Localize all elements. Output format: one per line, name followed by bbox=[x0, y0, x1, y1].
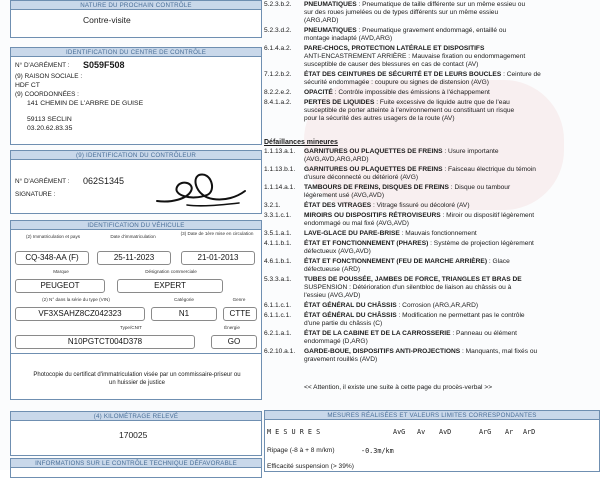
centre-address-line2: 59113 SECLIN bbox=[27, 116, 72, 123]
defect-desc: : Panneau ou élément bbox=[450, 330, 517, 337]
genre-value: CTTE bbox=[223, 307, 257, 321]
defect-text bbox=[304, 71, 598, 87]
defect-title: GARNITURES OU PLAQUETTES DE FREINS bbox=[304, 166, 443, 173]
defect-code: 3.5.1.a.1. bbox=[264, 230, 292, 237]
defect-line: défectueuse (ARD) bbox=[304, 266, 361, 273]
defect-line bbox=[304, 27, 598, 35]
defect-line: légèrement usé (AVG,AVD) bbox=[304, 192, 385, 199]
defect-code: 7.1.2.b.2. bbox=[264, 71, 292, 78]
ripage-label: Ripage (-8 à + 8 m/km) bbox=[267, 447, 335, 454]
defect-line: sur des roues jumelées ou de types différents sur un même essieu bbox=[304, 9, 499, 16]
energy-label: Énergie bbox=[224, 325, 240, 330]
defect-line: d'usure déconnecté ou détérioré (AVG) bbox=[304, 174, 419, 181]
defect-code: 5.3.3.a.1. bbox=[264, 276, 292, 283]
defect-line: ANTI-ENCASTREMENT ARRIÈRE : Mauvaise fixation ou endommagement bbox=[304, 53, 526, 60]
defect-desc: : Mauvais fonctionnement bbox=[399, 230, 477, 237]
signature-image bbox=[151, 161, 251, 213]
defect-line: (AVG,AVD,ARG,ARD) bbox=[304, 156, 369, 163]
col-avg: AvG bbox=[393, 428, 406, 436]
defect-line: l'essieu (AVG,AVD) bbox=[304, 292, 361, 299]
defect-title: PARE-CHOCS, PROTECTION LATÉRALE ET DISPOSITIFS bbox=[304, 45, 485, 52]
defect-line: susceptible de porter atteinte à l'environnement ou constituant un risque bbox=[304, 107, 515, 114]
defect-title: ÉTAT DES VITRAGES bbox=[304, 202, 372, 209]
defect-desc: : Pneumatique gravement endommagé, entaillé ou bbox=[356, 27, 507, 34]
next-visit-value: Contre-visite bbox=[83, 15, 131, 25]
type-value: N10PGTCT004D378 bbox=[15, 335, 195, 349]
defect-line bbox=[304, 230, 598, 238]
defect-code: 4.6.1.b.1. bbox=[264, 258, 292, 265]
continuation-note: << Attention, il existe une suite à cette page du procès-verbal >> bbox=[304, 384, 493, 391]
date-first-value: 21-01-2013 bbox=[181, 251, 255, 265]
defect-line bbox=[304, 202, 598, 210]
defect-line: endommagé ou mal fixé (AVG,AVD) bbox=[304, 220, 409, 227]
vehicle-divider bbox=[11, 353, 261, 354]
next-visit-section bbox=[10, 0, 262, 38]
defect-code: 8.4.1.a.2. bbox=[264, 99, 292, 106]
defect-desc: : Glace bbox=[487, 258, 510, 265]
date-immat-label: Date d'immatriculation bbox=[110, 234, 156, 239]
genre-label: Genre bbox=[232, 297, 246, 302]
defect-code: 6.2.10.a.1. bbox=[264, 348, 296, 355]
defect-line bbox=[304, 184, 598, 192]
km-title: (4) KILOMÉTRAGE RELEVÉ bbox=[11, 412, 261, 421]
defect-line bbox=[304, 240, 598, 248]
defect-title: MIROIRS OU DISPOSITIFS RÉTROVISEURS bbox=[304, 212, 441, 219]
col-ard: ArD bbox=[523, 428, 536, 436]
date-immat-value: 25-11-2023 bbox=[97, 251, 171, 265]
immat-value: CQ-348-AA (F) bbox=[15, 251, 89, 265]
defect-code: 6.1.1.c.1. bbox=[264, 302, 292, 309]
defect-line: d'une partie du châssis (C) bbox=[304, 320, 383, 327]
energy-value: GO bbox=[211, 335, 257, 349]
defect-title: LAVE-GLACE DU PARE-BRISE bbox=[304, 230, 400, 237]
defect-title: ÉTAT GÉNÉRAL DU CHÂSSIS bbox=[304, 302, 397, 309]
defect-desc: : Système de projection légèrement bbox=[428, 240, 534, 247]
category-value: N1 bbox=[151, 307, 217, 321]
measures-header-row bbox=[265, 426, 599, 439]
centre-raison-label: (9) RAISON SOCIALE : bbox=[15, 73, 83, 80]
defect-line: montage inadapté (AVD,ARG) bbox=[304, 35, 393, 42]
defect-code: 5.2.3.b.2. bbox=[264, 1, 292, 8]
controller-agreement-value: 062S1345 bbox=[83, 176, 125, 186]
next-visit-title: NATURE DU PROCHAIN CONTRÔLE bbox=[11, 1, 261, 10]
designation-value: EXPERT bbox=[117, 279, 223, 293]
defect-text bbox=[304, 276, 598, 300]
defect-code: 3.3.1.c.1. bbox=[264, 212, 292, 219]
measures-header-label: M E S U R E S bbox=[267, 428, 321, 436]
defect-desc: : Usure importante bbox=[442, 148, 499, 155]
defect-title: TUBES DE POUSSÉE, JAMBES DE FORCE, TRIANGLES ET BRAS DE bbox=[304, 276, 522, 283]
signature-label: SIGNATURE : bbox=[15, 191, 56, 198]
defect-title: ÉTAT DES CEINTURES DE SÉCURITÉ ET DE LEURS BOUCLES bbox=[304, 71, 502, 78]
defect-code: 8.2.2.e.2. bbox=[264, 89, 292, 96]
defect-text bbox=[304, 99, 598, 123]
vehicle-section bbox=[10, 220, 262, 400]
info-section bbox=[10, 458, 262, 478]
centre-agreement-value: S059F508 bbox=[83, 60, 125, 70]
defect-title: ÉTAT DE LA CABINE ET DE LA CARROSSERIE bbox=[304, 330, 451, 337]
immat-label: (2) Immatriculation et pays bbox=[25, 234, 81, 239]
marque-value: PEUGEOT bbox=[15, 279, 105, 293]
measures-title: MESURES RÉALISÉES ET VALEURS LIMITES CORRESPONDANTES bbox=[265, 411, 599, 420]
measures-section bbox=[264, 410, 600, 472]
defect-text bbox=[304, 27, 598, 43]
defect-line bbox=[304, 45, 598, 53]
vehicle-title: IDENTIFICATION DU VÉHICULE bbox=[11, 221, 261, 230]
defect-title: TAMBOURS DE FREINS, DISQUES DE FREINS bbox=[304, 184, 449, 191]
defect-text bbox=[304, 348, 598, 364]
defect-text bbox=[304, 302, 598, 310]
defect-title: OPACITÉ bbox=[304, 89, 333, 96]
defect-desc: : Manquants, mal fixés ou bbox=[460, 348, 538, 355]
defect-line: sécurité endommagée : coupure ou signes de distension (AVG) bbox=[304, 79, 489, 86]
serial-value: VF3XSAHZ8CZ042323 bbox=[15, 307, 145, 321]
left-column bbox=[10, 0, 262, 470]
defect-line bbox=[304, 312, 598, 320]
controller-agreement-label: N° D'AGRÉMENT : bbox=[15, 178, 70, 185]
marque-label: Marque bbox=[53, 269, 69, 274]
photocopy-line1: Photocopie du certificat d'immatriculation visée par un commissaire-priseur ou bbox=[33, 372, 241, 378]
centre-phone: 03.20.62.83.35 bbox=[27, 125, 73, 132]
defect-title: ÉTAT ET FONCTIONNEMENT (FEU DE MARCHE ARRIÈRE) bbox=[304, 258, 488, 265]
defect-line bbox=[304, 99, 598, 107]
defect-line bbox=[304, 71, 598, 79]
defect-line bbox=[304, 1, 598, 9]
defect-code: 1.1.13.b.1. bbox=[264, 166, 296, 173]
defect-desc: : Disque ou tambour bbox=[448, 184, 511, 191]
controller-section bbox=[10, 150, 262, 214]
col-ar: Ar bbox=[505, 428, 514, 436]
col-av: Av bbox=[417, 428, 426, 436]
centre-coord-label: (9) COORDONNÉES : bbox=[15, 91, 79, 98]
defect-text bbox=[304, 1, 598, 25]
defect-code: 1.1.14.a.1. bbox=[264, 184, 296, 191]
suspension-label: Efficacité suspension (> 39%) bbox=[267, 463, 354, 470]
centre-title: IDENTIFICATION DU CENTRE DE CONTRÔLE bbox=[11, 48, 261, 57]
defect-desc: : Fuite excessive de liquide autre que de l'eau bbox=[374, 99, 510, 106]
defect-text bbox=[304, 330, 598, 346]
right-column bbox=[264, 0, 600, 470]
defect-code: 6.2.1.a.1. bbox=[264, 330, 292, 337]
defect-desc: : Corrosion (ARG,AR,ARD) bbox=[396, 302, 479, 309]
defect-text bbox=[304, 240, 598, 256]
defect-title: GARNITURES OU PLAQUETTES DE FREINS bbox=[304, 148, 443, 155]
defect-desc: : Pneumatique de taille différente sur un même essieu ou bbox=[356, 1, 526, 8]
col-arg: ArG bbox=[479, 428, 492, 436]
ripage-value: -0.3m/km bbox=[361, 447, 394, 455]
defect-text bbox=[304, 212, 598, 228]
category-label: Catégorie bbox=[174, 297, 194, 302]
defect-desc: : Contrôle impossible des émissions à l'échappement bbox=[332, 89, 490, 96]
defect-line bbox=[304, 302, 598, 310]
defect-text bbox=[304, 45, 598, 69]
defect-line: pour la sécurité des autres usagers de la route (AV) bbox=[304, 115, 455, 122]
centre-section bbox=[10, 47, 262, 145]
defect-title: PNEUMATIQUES bbox=[304, 1, 357, 8]
defect-text bbox=[304, 258, 598, 274]
defect-line: gravement rouillés (AVD) bbox=[304, 356, 378, 363]
controller-title: (9) IDENTIFICATION DU CONTRÔLEUR bbox=[11, 151, 261, 160]
photocopy-note bbox=[15, 371, 259, 387]
defect-code: 6.1.1.c.1. bbox=[264, 312, 292, 319]
type-label: Type/CNIT bbox=[120, 325, 142, 330]
defect-line: endommagé (D,ARG) bbox=[304, 338, 368, 345]
info-title: INFORMATIONS SUR LE CONTRÔLE TECHNIQUE DÉFAVORABLE bbox=[11, 459, 261, 468]
defect-line bbox=[304, 258, 598, 266]
defect-title: PERTES DE LIQUIDES bbox=[304, 99, 375, 106]
defect-code: 1.1.13.a.1. bbox=[264, 148, 296, 155]
defect-line bbox=[304, 89, 598, 97]
designation-label: Désignation commerciale bbox=[145, 269, 197, 274]
defect-text bbox=[304, 184, 598, 200]
defect-desc: : Ceinture de bbox=[501, 71, 541, 78]
defect-code: 5.2.3.d.2. bbox=[264, 27, 292, 34]
defect-line bbox=[304, 166, 598, 174]
defect-title: ÉTAT GÉNÉRAL DU CHÂSSIS bbox=[304, 312, 397, 319]
serial-label: (2) N° dans la série du type (VIN) bbox=[42, 297, 110, 302]
date-first-label: (3) Date de 1ère mise en circulation bbox=[180, 231, 254, 236]
defect-desc: : Modification ne permettant pas le contrôle bbox=[396, 312, 525, 319]
defect-line bbox=[304, 276, 598, 284]
defect-desc: : Faisceau électrique du témoin bbox=[442, 166, 536, 173]
km-value: 170025 bbox=[119, 430, 148, 440]
defect-title: GARDE-BOUE, DISPOSITIFS ANTI-PROJECTIONS bbox=[304, 348, 461, 355]
defect-line bbox=[304, 330, 598, 338]
defect-text bbox=[304, 312, 598, 328]
centre-raison-value: HDF CT bbox=[15, 82, 40, 89]
defect-desc: : Miroir ou dispositif légèrement bbox=[440, 212, 535, 219]
defect-line: SUSPENSION : Détérioration d'un silentbloc de liaison au châssis ou à bbox=[304, 284, 512, 291]
defect-text bbox=[304, 89, 598, 97]
centre-agreement-label: N° D'AGRÉMENT : bbox=[15, 62, 70, 69]
defect-line: (ARG,ARD) bbox=[304, 17, 339, 24]
km-section bbox=[10, 411, 262, 456]
defect-desc: : Vitrage fissuré ou décoloré (AV) bbox=[371, 202, 470, 209]
col-avd: AvD bbox=[439, 428, 452, 436]
defect-line: défectueux (AVG,AVD) bbox=[304, 248, 371, 255]
defect-code: 3.2.1. bbox=[264, 202, 281, 209]
defect-line bbox=[304, 212, 598, 220]
defect-title: ÉTAT ET FONCTIONNEMENT (PHARES) bbox=[304, 240, 429, 247]
defect-text bbox=[304, 166, 598, 182]
centre-address-line1: 141 CHEMIN DE L'ARBRE DE GUISE bbox=[27, 100, 144, 107]
defect-text bbox=[304, 148, 598, 164]
defect-line bbox=[304, 348, 598, 356]
defect-line: susceptible de causer des blessures en cas de contact (AV) bbox=[304, 61, 479, 68]
minor-defects-heading: Défaillances mineures bbox=[264, 139, 338, 146]
defect-text bbox=[304, 230, 598, 238]
defect-text bbox=[304, 202, 598, 210]
photocopy-line2: un huissier de justice bbox=[108, 380, 166, 386]
defect-code: 6.1.4.a.2. bbox=[264, 45, 292, 52]
defect-title: PNEUMATIQUES bbox=[304, 27, 357, 34]
defect-line bbox=[304, 148, 598, 156]
defect-code: 4.1.1.b.1. bbox=[264, 240, 292, 247]
